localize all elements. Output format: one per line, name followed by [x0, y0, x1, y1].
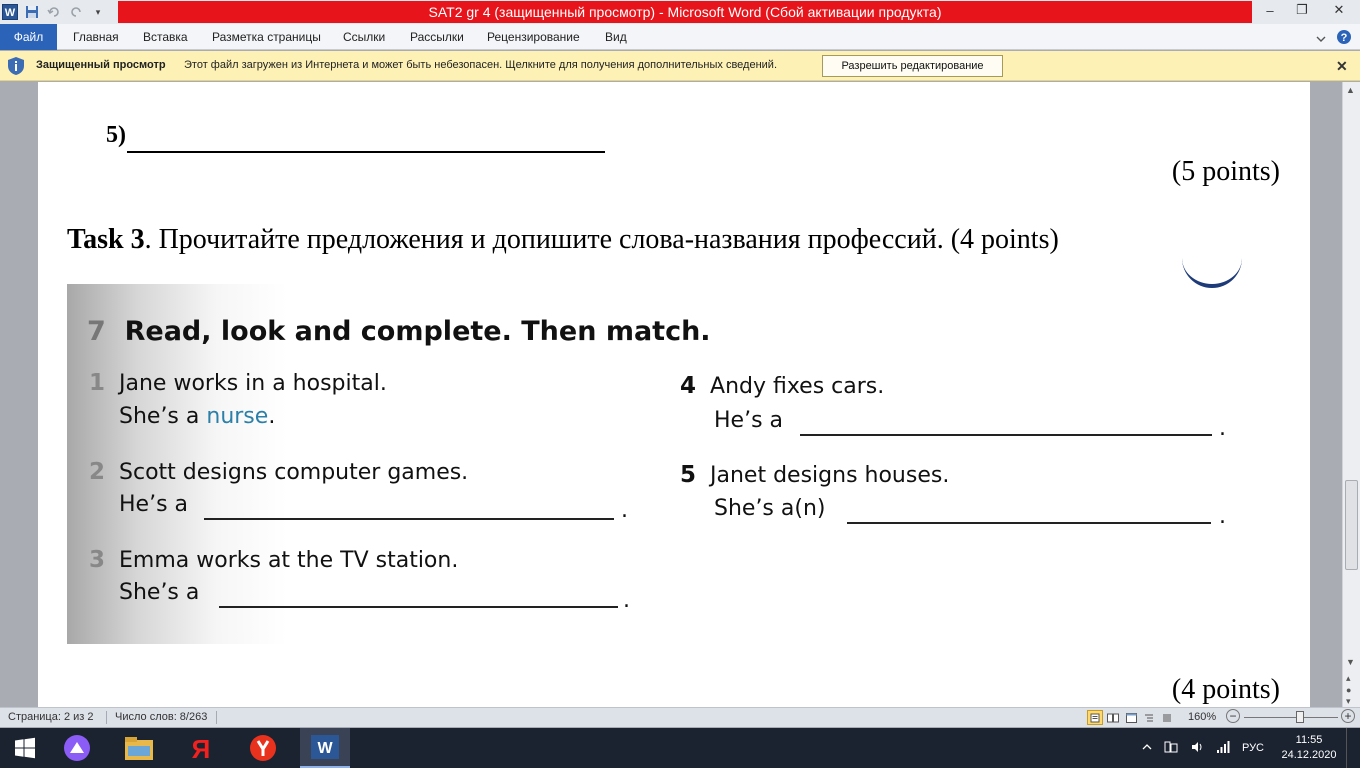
exercise-item-4-blank: [800, 434, 1212, 436]
minimize-ribbon-icon[interactable]: [1316, 32, 1326, 46]
save-icon[interactable]: [24, 4, 40, 20]
taskbar: [0, 728, 1360, 768]
status-divider: [216, 711, 217, 724]
customize-qat-icon[interactable]: ▾: [95, 6, 101, 17]
document-area: [0, 82, 1342, 707]
tab-references[interactable]: Ссылки: [343, 30, 386, 44]
minimize-button[interactable]: –: [1266, 2, 1274, 18]
exercise-item-2-prefix: He’s a: [119, 492, 189, 517]
title-bar: [0, 0, 1360, 24]
svg-text:?: ?: [1340, 32, 1348, 44]
task-3-heading: [67, 224, 1059, 256]
protected-view-title: Защищенный просмотр: [36, 59, 166, 71]
word-count[interactable]: Число слов: 8/263: [115, 711, 208, 723]
ribbon-right-controls: [1316, 29, 1352, 48]
tray-expand-icon[interactable]: [1142, 742, 1152, 754]
print-layout-icon[interactable]: [1087, 710, 1103, 725]
exercise-instruction: Read, look and complete. Then match.: [124, 316, 711, 347]
ribbon-tabs: [0, 24, 1360, 50]
notifications-icon[interactable]: [1346, 728, 1360, 768]
exercise-item-5-period: .: [1219, 504, 1226, 529]
tab-home[interactable]: Главная: [73, 30, 119, 44]
page-count[interactable]: Страница: 2 из 2: [8, 711, 94, 723]
exercise-number: 7: [87, 316, 106, 347]
exercise-item-1-answer: She’s a nurse.: [119, 404, 276, 429]
tab-file[interactable]: Файл: [0, 24, 57, 50]
exercise-item-5: 5 Janet designs houses.: [680, 462, 950, 488]
exercise-image: [67, 284, 1226, 644]
shield-info-icon: [6, 56, 26, 79]
close-button[interactable]: ✕: [1333, 2, 1345, 17]
exercise-title: [87, 316, 711, 347]
svg-text:W: W: [317, 740, 333, 757]
clock-time: 11:55: [1295, 734, 1323, 746]
tab-mailings[interactable]: Рассылки: [410, 30, 464, 44]
exercise-item-4: 4 Andy fixes cars.: [680, 373, 885, 399]
restore-button[interactable]: ❐: [1296, 2, 1308, 17]
browse-object-icon[interactable]: ●: [1346, 685, 1352, 695]
word-app-icon[interactable]: [2, 4, 18, 20]
vertical-scrollbar[interactable]: [1342, 82, 1360, 707]
redo-icon[interactable]: [68, 4, 84, 20]
zoom-slider-thumb[interactable]: [1296, 711, 1304, 723]
system-tray: [1142, 728, 1360, 768]
exercise-item-3-blank: [219, 606, 618, 608]
quick-access-toolbar: [2, 2, 106, 22]
help-icon[interactable]: [1336, 29, 1352, 48]
exercise-item-2-period: .: [621, 498, 628, 523]
status-divider: [106, 711, 107, 724]
protected-view-close-icon[interactable]: ✕: [1336, 58, 1348, 74]
item-5-answer-line: [127, 151, 605, 153]
status-bar: [0, 707, 1360, 727]
points-label: (5 points): [1171, 156, 1280, 187]
answer-nurse: nurse: [206, 404, 269, 429]
previous-page-icon[interactable]: ▴: [1346, 673, 1351, 683]
exercise-item-5-blank: [847, 522, 1211, 524]
clock-date: 24.12.2020: [1281, 749, 1337, 761]
exercise-item-5-prefix: She’s a(n): [714, 496, 826, 521]
exercise-item-2: 2 Scott designs computer games.: [89, 459, 469, 485]
windows-start-icon[interactable]: [0, 728, 50, 768]
zoom-out-button[interactable]: −: [1226, 709, 1240, 723]
decorative-arc: [1182, 258, 1242, 288]
window-controls: [1254, 0, 1360, 22]
draft-view-icon[interactable]: [1159, 710, 1175, 725]
outline-view-icon[interactable]: [1141, 710, 1157, 725]
item-5-label: 5): [106, 122, 126, 148]
scroll-down-icon[interactable]: ▼: [1346, 657, 1355, 667]
full-screen-reading-icon[interactable]: [1105, 710, 1121, 725]
undo-icon[interactable]: [46, 4, 62, 20]
zoom-in-button[interactable]: +: [1341, 709, 1355, 723]
task-3-instruction: . Прочитайте предложения и допишите слова-названия профессий. (4 points): [144, 224, 1059, 255]
view-buttons: [1087, 710, 1175, 725]
web-layout-icon[interactable]: [1123, 710, 1139, 725]
clock[interactable]: [1278, 733, 1340, 763]
task-3-label: Task 3: [67, 224, 145, 255]
exercise-item-4-period: .: [1219, 416, 1226, 441]
window-title: SAT2 gr 4 (защищенный просмотр) - Microsoft Word (Сбой активации продукта): [118, 1, 1252, 23]
devices-icon[interactable]: [1164, 740, 1178, 757]
task-3-points: (4 points): [1171, 674, 1280, 705]
tab-view[interactable]: Вид: [605, 30, 627, 44]
language-indicator[interactable]: РУС: [1241, 742, 1264, 754]
enable-editing-button[interactable]: Разрешить редактирование: [822, 55, 1003, 77]
yandex-browser-circle-icon[interactable]: [238, 728, 288, 768]
exercise-item-2-blank: [204, 518, 614, 520]
exercise-item-3: 3 Emma works at the TV station.: [89, 547, 459, 573]
exercise-item-3-prefix: She’s a: [119, 580, 200, 605]
alice-assistant-icon[interactable]: [52, 728, 102, 768]
scrollbar-thumb[interactable]: [1345, 480, 1358, 570]
tab-review[interactable]: Рецензирование: [487, 30, 580, 44]
protected-view-bar: [0, 51, 1360, 81]
protected-view-message[interactable]: Этот файл загружен из Интернета и может быть небезопасен. Щелкните для получения дополнительных сведений.: [184, 59, 777, 71]
tab-insert[interactable]: Вставка: [143, 30, 188, 44]
tab-page-layout[interactable]: Разметка страницы: [212, 30, 321, 44]
network-icon[interactable]: [1216, 740, 1230, 757]
file-explorer-icon[interactable]: [114, 728, 164, 768]
yandex-browser-icon[interactable]: [176, 728, 226, 768]
volume-icon[interactable]: [1190, 740, 1204, 757]
svg-text:W: W: [4, 7, 16, 19]
exercise-item-1: 1 Jane works in a hospital.: [89, 370, 387, 396]
exercise-item-3-period: .: [623, 588, 630, 613]
scroll-up-icon[interactable]: ▲: [1346, 85, 1355, 95]
next-page-icon[interactable]: ▾: [1346, 696, 1351, 706]
exercise-item-4-prefix: He’s a: [714, 408, 784, 433]
zoom-level[interactable]: 160%: [1188, 711, 1217, 723]
document-page[interactable]: [38, 82, 1310, 707]
svg-text:Я: Я: [191, 734, 211, 764]
zoom-slider-track[interactable]: [1244, 717, 1338, 718]
microsoft-word-taskbar-icon[interactable]: [300, 728, 350, 768]
